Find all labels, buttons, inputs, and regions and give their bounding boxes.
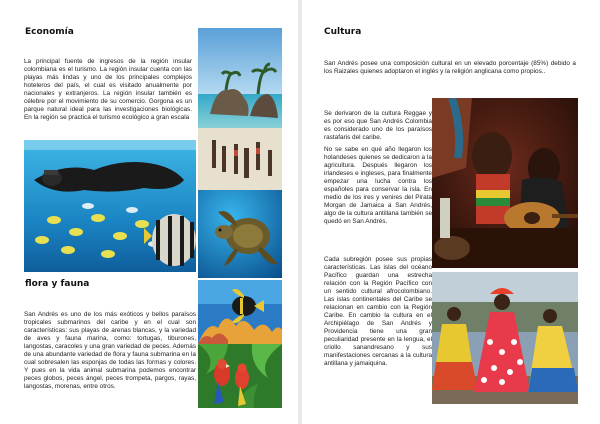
- heading-flora-fauna: flora y fauna: [25, 279, 90, 289]
- reggae-musicians-photo: [432, 98, 578, 268]
- left-page: [0, 0, 298, 424]
- snorkel-diver-photo: [24, 140, 196, 272]
- angelfish-coral-photo: [198, 280, 282, 344]
- sea-turtle-photo: [198, 190, 282, 278]
- beach-rock-photo: [198, 28, 282, 190]
- folk-dancers-photo: [432, 272, 578, 404]
- heading-cultura: Cultura: [324, 27, 362, 37]
- cultura-intro-paragraph: San Andrés posee una composición cultural en un elevado porcentaje (85%) debido a los Raizales quienes adoptaron el inglés y la religión anglicana como propios..: [324, 60, 576, 75]
- history-paragraph: No se sabe en qué año llegaron los holandeses quienes se dedicaron a la agricultura. Después llegaron los irlandeses e ingleses, para finalmente empezar una lucha contra los españoles para conservar la isla. En medio de los ires y venires del Pirata Morgan de Jamaica a San Andrés, algo de la cultura antillana también se quedó en San Andrés.: [324, 146, 432, 225]
- flora-fauna-paragraph: San Andrés es uno de los más exóticos y bellos paraísos tropicales submarinos del caribe y en el cual son características: sus playas de arenas blancas, y la variedad de aves y fauna marina, como: tortugas, tiburones, langostas, caracoles y una gran variedad de peces. Además de una abundante variedad de flora y fauna submarina en la cual sobresalen las esponjas de todas las formas y colores. Y pues en la vida animal submarina podemos encontrar peces globos, peces ángel, peces trompeta, pargos, rayas, langostas, morenas, entre otros.: [24, 311, 196, 390]
- subregion-paragraph: Cada subregión posee sus propias características. Las islas del océano Pacífico guardan una estrecha relación con la Región Pacífico con un sentido cultural afrocolombiano. Las islas continentales del Caribe se relacionan en cambio con la Región Caribe. En cambio la cultura en el Archipiélago de San Andrés y Providencia tiene una gran peculiaridad presente en la lengua, el criollo sanandresano y sus manifestaciones cercanas a la cultura antillana y jamaiquina.: [324, 256, 432, 367]
- right-page: [302, 0, 600, 424]
- reggae-paragraph: Se derivaron de la cultura Reggae y es por eso que San Andrés Colombia es considerado uno de los paraísos rastafaris del caribe.: [324, 110, 432, 141]
- economia-paragraph: La principal fuente de ingresos de la región insular colombiana es el turismo. La región insular cuenta con las playas más lindas y uno de los principales complejos hoteleros del país, el cual es visitado anualmente por nacionales y extranjeros. La región insular también es célebre por el movimiento de su comercio. Gorgona es un parque natural ideal para las investigaciones biológicas. En la región se practica el turismo ecológico a gran escala: [24, 58, 192, 121]
- parrots-photo: [198, 344, 282, 408]
- heading-economia: Economía: [25, 27, 74, 37]
